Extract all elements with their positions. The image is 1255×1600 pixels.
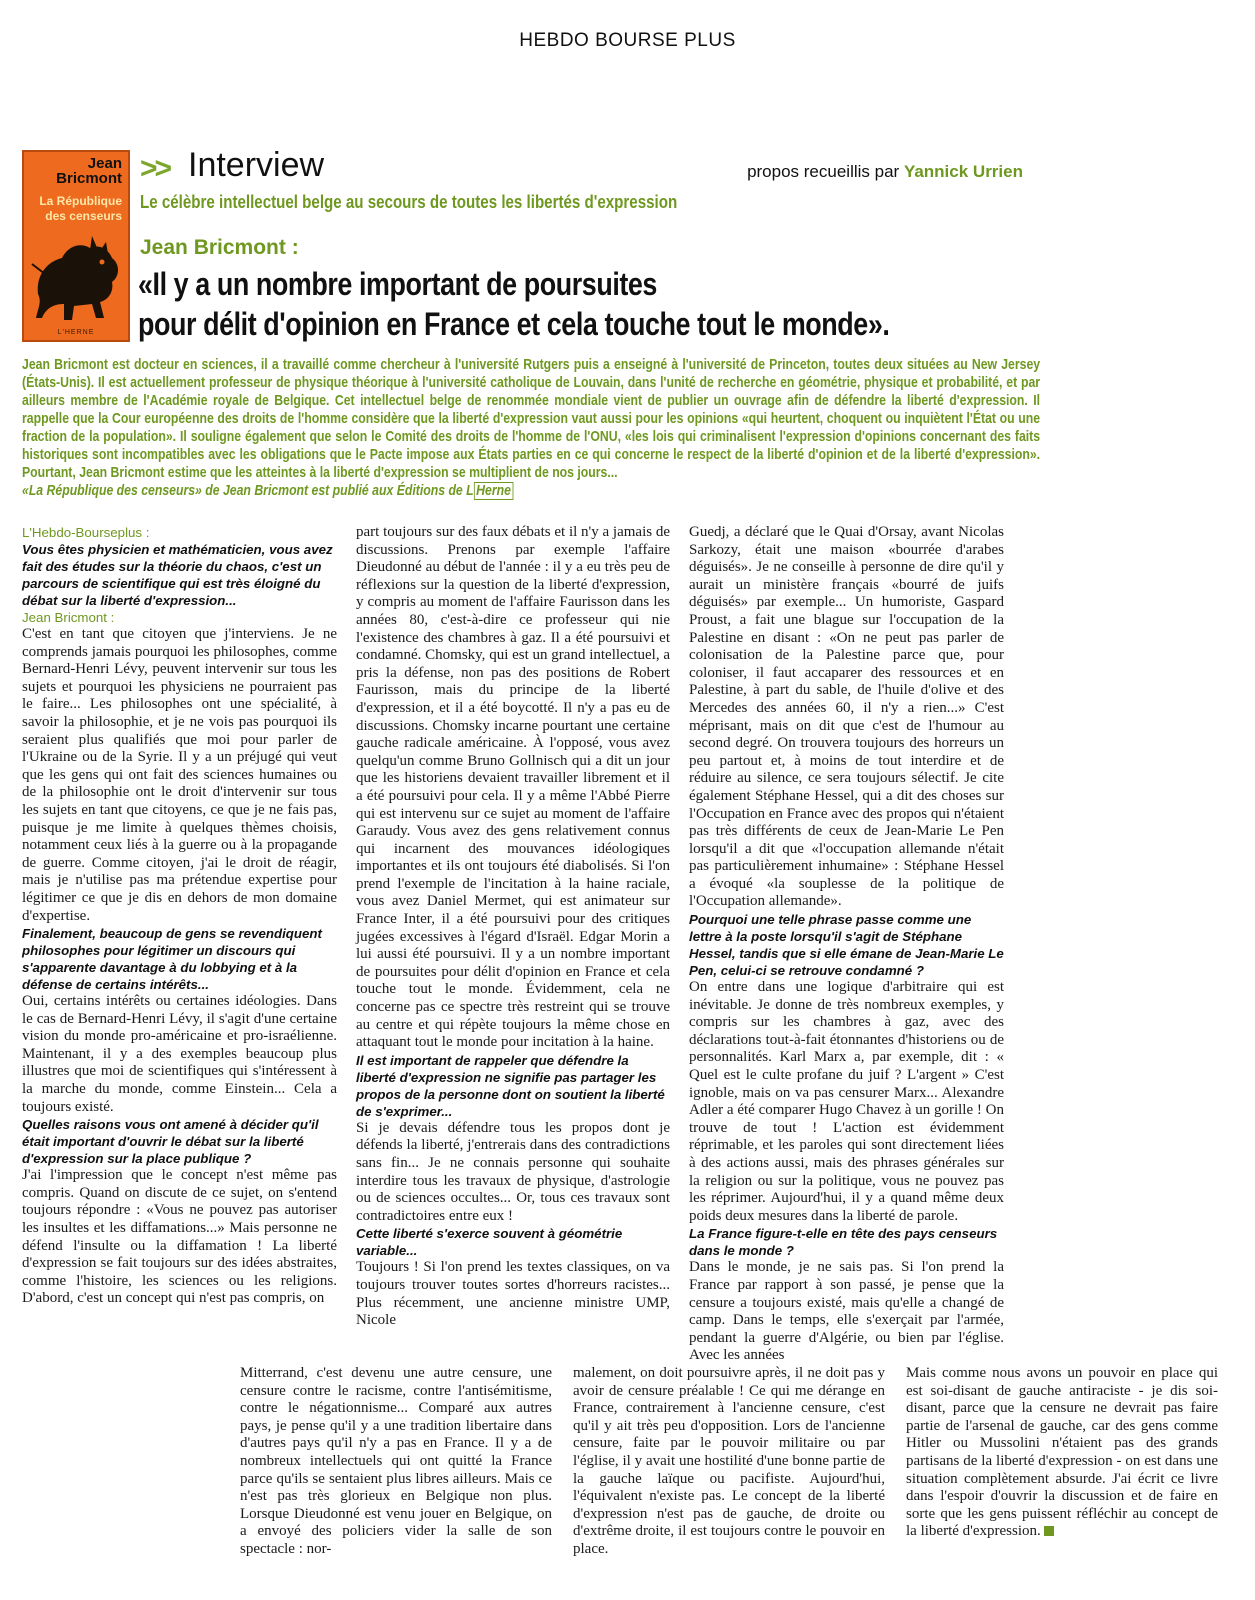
answer-5: Toujours ! Si l'on prend les textes classiques, on va toujours trouver toutes sortes d'horreurs racistes... Plus récemment, une ancienne ministre UMP, Nicole: [356, 1259, 670, 1329]
question-4: Il est important de rappeler que défendre la liberté d'expression ne signifie pas partager les propos de la personne dont on soutient la liberté de s'exprimer...: [356, 1052, 665, 1119]
answer-4: Si je devais défendre tous les propos dont je défends la liberté, j'entrerais dans des contradictions sans fin... Je ne connais personne qui souhaite interdire tous les travaux de physique, d'astrologie ou de sciences occultes... Or, tous ces travaux sont contradictoires entre eux !: [356, 1119, 670, 1224]
end-of-article-square-icon: [1044, 1526, 1054, 1536]
answer-5-continued: Guedj, a déclaré que le Quai d'Orsay, avant Nicolas Sarkozy, était une maison «bourrée d'arabes déguisés». Je ne conseille à personne de dire qu'il y aurait un ministère français «bourré de juifs déguisés» par exemple... Un humoriste, Gaspard Proust, a fait une blague sur l'occupation de la Palestine en disant : «On ne peut pas parler de colonisation de la Palestine parce que, pour coloniser, il faut accaparer des ressources et en Palestine, à part du sable, de l'huile d'olive et des Mercedes des années 60, il n'y a rien...» C'est méprisant, mais on dit que c'est de l'humour au second degré. On trouvera toujours des horreurs un peu partout et, à moins de tout interdire et de réduire au silence, ce sera toujours sélectif. Je cite également Stéphane Hessel, qui a dit des choses sur l'Occupation en France avec des propos qui n'étaient pas très différents de ceux de Jean-Marie Le Pen lorsqu'il a dit que «l'occupation allemande n'était pas particulièrement inhumaine» : Stéphane Hessel a évoqué «la souplesse de la politique de l'Occupation allemande».: [689, 524, 1004, 910]
headline-line-1: «Il y a un nombre important de poursuites: [138, 266, 657, 302]
intro-book-line: «La République des censeurs» de Jean Bricmont est publié aux Éditions de L: [22, 483, 474, 499]
interviewee-label: Jean Bricmont :: [22, 610, 115, 625]
article-column-1: [22, 524, 337, 1308]
cover-publisher: L'HERNE: [57, 329, 95, 336]
answer-3-continued: part toujours sur des faux débats et il n'y a jamais de discussions. Prenons par exemple l'affaire Dieudonné au début de l'année : il y a eu très peu de réflexions sur la question de la liberté d'expression, y compris au moment de l'affaire Faurisson dans les années 80, c'est-à-dire ce professeur qui nie l'existence des chambres à gaz. Il a été poursuivi et condamné. Chomsky, qui est un grand intellectuel, a pris la défense, non pas des positions de Robert Faurisson, mais du principe de la liberté d'expression, et il a été boycotté. Il n'y a pas eu de discussions. Chomsky incarne pourtant une certaine gauche radicale américaine. À l'opposé, vous avez quelqu'un comme Bruno Gollnisch qui a dit un jour que les historiens devaient travailler librement et il a été poursuivi pour cela. Il y a même l'Abbé Pierre qui est intervenu sur ce sujet au moment de l'affaire Garaudy. Vous avez des gens relativement connus qui incarnent des mouvances idéologiques importantes et ils ont toujours été diabolisés. Si l'on prend l'exemple de l'incitation à la haine raciale, vous avez Daniel Mermet, qui est animateur sur France Inter, il a été poursuivi pour des critiques jugées excessives à l'égard d'Israël. Edgar Morin a lui aussi été poursuivi. Il y a un nombre important de poursuites pour délit d'opinion en France et cela touche tout le monde. Évidemment, cela ne concerne pas ce spectre très restreint qui se trouve au centre et qui répète toujours la même chose en attaquant tout le monde pour incitation à la haine.: [356, 524, 670, 1051]
speaker-name: Jean Bricmont :: [140, 236, 299, 259]
interviewer-credit: [747, 162, 1023, 182]
headline-line-2: pour délit d'opinion en France et cela touche tout le monde».: [138, 306, 890, 342]
credit-prefix: propos recueillis par: [747, 162, 900, 181]
interviewer-name: Yannick Urrien: [903, 162, 1023, 181]
question-6: Pourquoi une telle phrase passe comme une lettre à la poste lorsqu'il s'agit de Stéphane Hessel, tandis que si elle émane de Jean-Marie Le Pen, celui-ci se retrouve condamné ?: [689, 912, 1004, 979]
article-column-5: [573, 1365, 885, 1559]
cover-author: Jean Bricmont: [56, 155, 122, 187]
article-column-6: [906, 1365, 1218, 1541]
book-cover: [22, 150, 130, 342]
intro-book-publisher: Herne: [474, 482, 514, 500]
intro-text: Jean Bricmont est docteur en sciences, il a travaillé comme chercheur à l'université Rutgers puis a enseigné à l'université de Princeton, toutes deux situées au New Jersey (États-Unis). Il est actuellement professeur de physique théorique à l'université catholique de Louvain, dans l'unité de recherche en géométrie, physique et probabilité, et par ailleurs membre de l'Académie royale de Belgique. Cet intellectuel belge de renommée mondiale vient de publier un ouvrage afin de défendre la liberté d'expression. Il rappelle que la Cour européenne des droits de l'homme considère que la liberté d'expression vaut aussi pour les opinions «qui heurtent, choquent ou inquiètent l'État ou une fraction de la population». Il souligne également que selon le Comité des droits de l'homme de l'ONU, «les lois qui criminalisent l'expression d'opinions concernant des faits historiques sont incompatibles avec les obligations que le Pacte impose aux États parties en ce qui concerne le respect de la liberté d'opinion et de la liberté d'expression». Pourtant, Jean Bricmont estime que les atteintes à la liberté d'expression se multiplient de nos jours...: [22, 357, 1041, 481]
question-3: Quelles raisons vous ont amené à décider qu'il était important d'ouvrir le débat sur la liberté d'expression sur la place publique ?: [22, 1117, 319, 1167]
intro-paragraph: [22, 356, 1040, 500]
answer-6: On entre dans une logique d'arbitraire qui est inévitable. Je donne de très nombreux exemples, y compris sur les chambres à gaz, avec des déclarations tout-à-fait étonnantes d'historiens ou de personnalités. Karl Marx a, par exemple, dit : « Quel est le culte profane du juif ? L'argent » C'est ignoble, mais on va pas censurer Marx... Alexandre Adler a été comparer Hugo Chavez à un gorille ! On trouve de tout ! L'action est évidemment réprimable, et les paroles qui sont directement liées à des actions aussi, mais des phrases générales sur la religion ou sur la politique, vous ne pouvez pas les réprimer. Aujourd'hui, il y a quand même deux poids deux mesures dans la liberté de parole.: [689, 979, 1004, 1224]
answer-3: J'ai l'impression que le concept n'est même pas compris. Quand on discute de ce sujet, on s'entend toujours répondre : «Vous ne pouvez pas autoriser les insultes et les diffamations...» Mais personne ne défend l'insulte ou la diffamation ! La liberté d'expression se fait toujours sur des idées abstraites, comme l'histoire, les sciences ou les religions. D'abord, c'est un concept qui n'est pas compris, on: [22, 1167, 337, 1307]
answer-2: Oui, certains intérêts ou certaines idéologies. Dans le cas de Bernard-Henri Lévy, il s'agit d'une certaine vision du monde pro-américaine et pro-israélienne. Maintenant, il y a des exemples beaucoup plus illustres que moi de scientifiques qui s'intéressent à la marche du monde, comme Einstein... Cela a toujours existé.: [22, 993, 337, 1115]
question-1: Vous êtes physicien et mathématicien, vous avez fait des études sur la théorie du chaos, c'est un parcours de scientifique qui est très éloigné du débat sur la liberté d'expression...: [22, 542, 333, 608]
question-2: Finalement, beaucoup de gens se revendiquent philosophes pour légitimer un discours qui s'apparente davantage à du lobbying et à la défense de certains intérêts...: [22, 926, 322, 993]
cover-beast-illustration: [28, 224, 126, 324]
publication-name: HEBDO BOURSE PLUS: [519, 30, 736, 51]
answer-1: C'est en tant que citoyen que j'interviens. Je ne comprends jamais pourquoi les philosophes, comme Bernard-Henri Lévy, peuvent intervenir sur tous les sujets et pourquoi les physiciens ne pourraient pas le faire... Les philosophes ont une spécialité, à savoir la philosophie, et je ne vois pas pourquoi ils seraient plus qualifiés que moi pour parler de l'Ukraine ou de la Syrie. Il y a un préjugé qui veut que les gens qui ont fait des sciences humaines ou de la philosophie ont le droit d'intervenir sur tous les sujets en tant que citoyens, ce que je ne fais pas, puisque je me limite à quelques thèmes choisis, notamment ceux liés à la guerre ou à la propagande de guerre. Comme citoyen, j'ai le droit de réagir, mais je n'utilise pas ma prétendue expertise pour légitimer ce que je dis en dehors de mon domaine d'expertise.: [22, 626, 337, 924]
answer-7-conclusion: Mais comme nous avons un pouvoir en place qui est soi-disant de gauche antiraciste - je dis soi-disant, parce que la censure ne devrait pas faire partie de l'arsenal de gauche, car des gens comme Hitler ou Mussolini n'étaient pas des grands partisans de la liberté d'expression - on est dans une situation complètement absurde. J'ai écrit ce livre dans l'espoir d'ouvrir la discussion et de faire en sorte que les gens puissent réfléchir au concept de la liberté d'expression.: [906, 1365, 1218, 1540]
answer-7-continued-2: malement, on doit poursuivre après, il ne doit pas y avoir de censure préalable ! Ce qui me dérange en France, contrairement à l'ancienne censure, c'est qu'il y ait très peu d'opposition. Lors de l'ancienne censure, faite par le pouvoir militaire ou par l'église, il y avait une hostilité d'une bonne partie de la gauche laïque ou pacifiste. Aujourd'hui, l'équivalent n'existe pas. Le concept de la liberté d'expression n'est pas de gauche, de droite ou d'extrême droite, il est toujours contre le pouvoir en place.: [573, 1365, 885, 1557]
rubric-title: Interview: [188, 146, 325, 184]
question-5: Cette liberté s'exerce souvent à géométrie variable...: [356, 1226, 623, 1259]
article-column-4: [240, 1365, 552, 1559]
answer-7: Dans le monde, je ne sais pas. Si l'on prend la France par rapport à son passé, je pense que la censure a toujours existé, mais qu'elle a changé de camp. Dans le temps, elle s'exerçait par l'armée, pendant la guerre d'Algérie, ou bien par l'église. Avec les années: [689, 1259, 1004, 1364]
article-column-2: [356, 524, 670, 1330]
rubric-arrows-icon: >>: [140, 152, 170, 185]
article-column-3: [689, 524, 1004, 1365]
answer-7-continued: Mitterrand, c'est devenu une autre censure, une censure contre le racisme, contre l'antisémitisme, contre le négationnisme... Comparé aux autres pays, je pense qu'il y a une tradition libertaire dans d'autres pays qu'il n'y a pas en France. Il y a de nombreux intellectuels qui ont quitté la France parce qu'ils se sentaient plus libres ailleurs. Mais ce n'est pas très glorieux en Belgique non plus. Lorsque Dieudonné est venu jouer en Belgique, on a envoyé des policiers vider la salle de son spectacle : nor-: [240, 1365, 552, 1557]
headline: [138, 264, 889, 344]
question-7: La France figure-t-elle en tête des pays censeurs dans le monde ?: [689, 1226, 998, 1259]
interviewer-label: L'Hebdo-Bourseplus :: [22, 525, 150, 540]
article-subtitle: Le célèbre intellectuel belge au secours de toutes les libertés d'expression: [140, 192, 678, 212]
cover-title: La République des censeurs: [39, 194, 122, 223]
